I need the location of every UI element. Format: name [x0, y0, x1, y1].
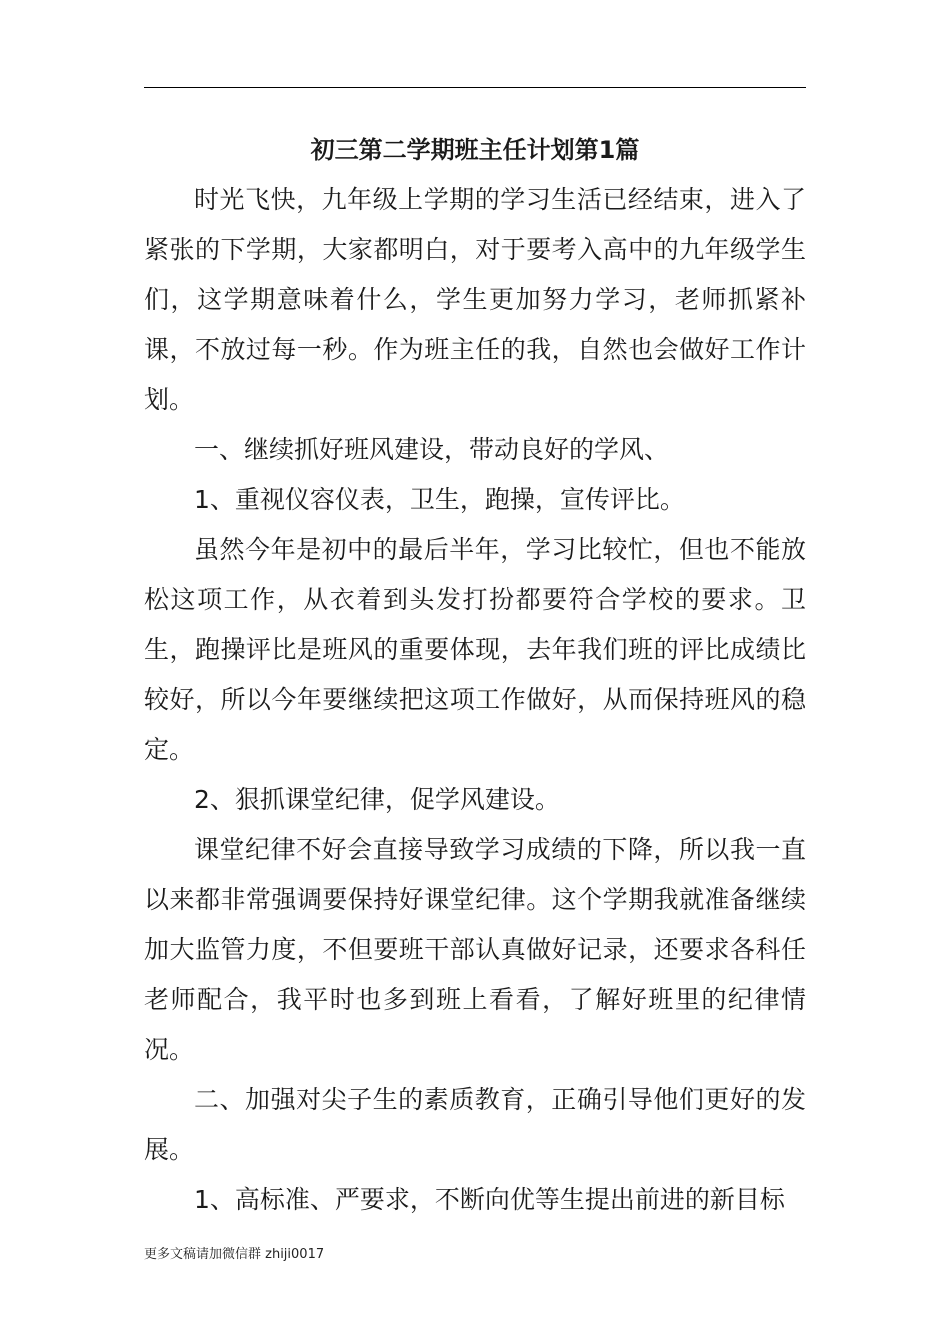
heading-section-1: 一、继续抓好班风建设，带动良好的学风、 — [194, 435, 670, 464]
document-body — [144, 175, 806, 1225]
subheading-1-2: 2、狠抓课堂纪律，促学风建设。 — [194, 785, 560, 814]
subheading-1-1: 1、重视仪容仪表，卫生，跑操，宣传评比。 — [194, 485, 685, 514]
footer-note: 更多文稿请加微信群 zhiji0017 — [144, 1247, 325, 1262]
paragraph-1-2: 课堂纪律不好会直接导致学习成绩的下降，所以我一直以来都非常强调要保持好课堂纪律。这个学期我就准备继续加大监管力度，不但要班干部认真做好记录，还要求各科任老师配合，我平时也多到班上看看，了解好班里的纪律情况。 — [144, 835, 806, 1064]
document-title: 初三第二学期班主任计划第1篇 — [310, 136, 640, 164]
paragraph-1-1: 虽然今年是初中的最后半年，学习比较忙，但也不能放松这项工作，从衣着到头发打扮都要符合学校的要求。卫生，跑操评比是班风的重要体现，去年我们班的评比成绩比较好，所以今年要继续把这项工作做好，从而保持班风的稳定。 — [144, 535, 806, 764]
heading-section-2: 二、加强对尖子生的素质教育，正确引导他们更好的发展。 — [144, 1085, 806, 1164]
subheading-2-1: 1、高标准、严要求，不断向优等生提出前进的新目标 — [194, 1185, 785, 1214]
header-rule — [144, 87, 806, 88]
paragraph-intro: 时光飞快，九年级上学期的学习生活已经结束，进入了紧张的下学期，大家都明白，对于要考入高中的九年级学生们，这学期意味着什么，学生更加努力学习，老师抓紧补课，不放过每一秒。作为班主任的我，自然也会做好工作计划。 — [144, 185, 806, 414]
